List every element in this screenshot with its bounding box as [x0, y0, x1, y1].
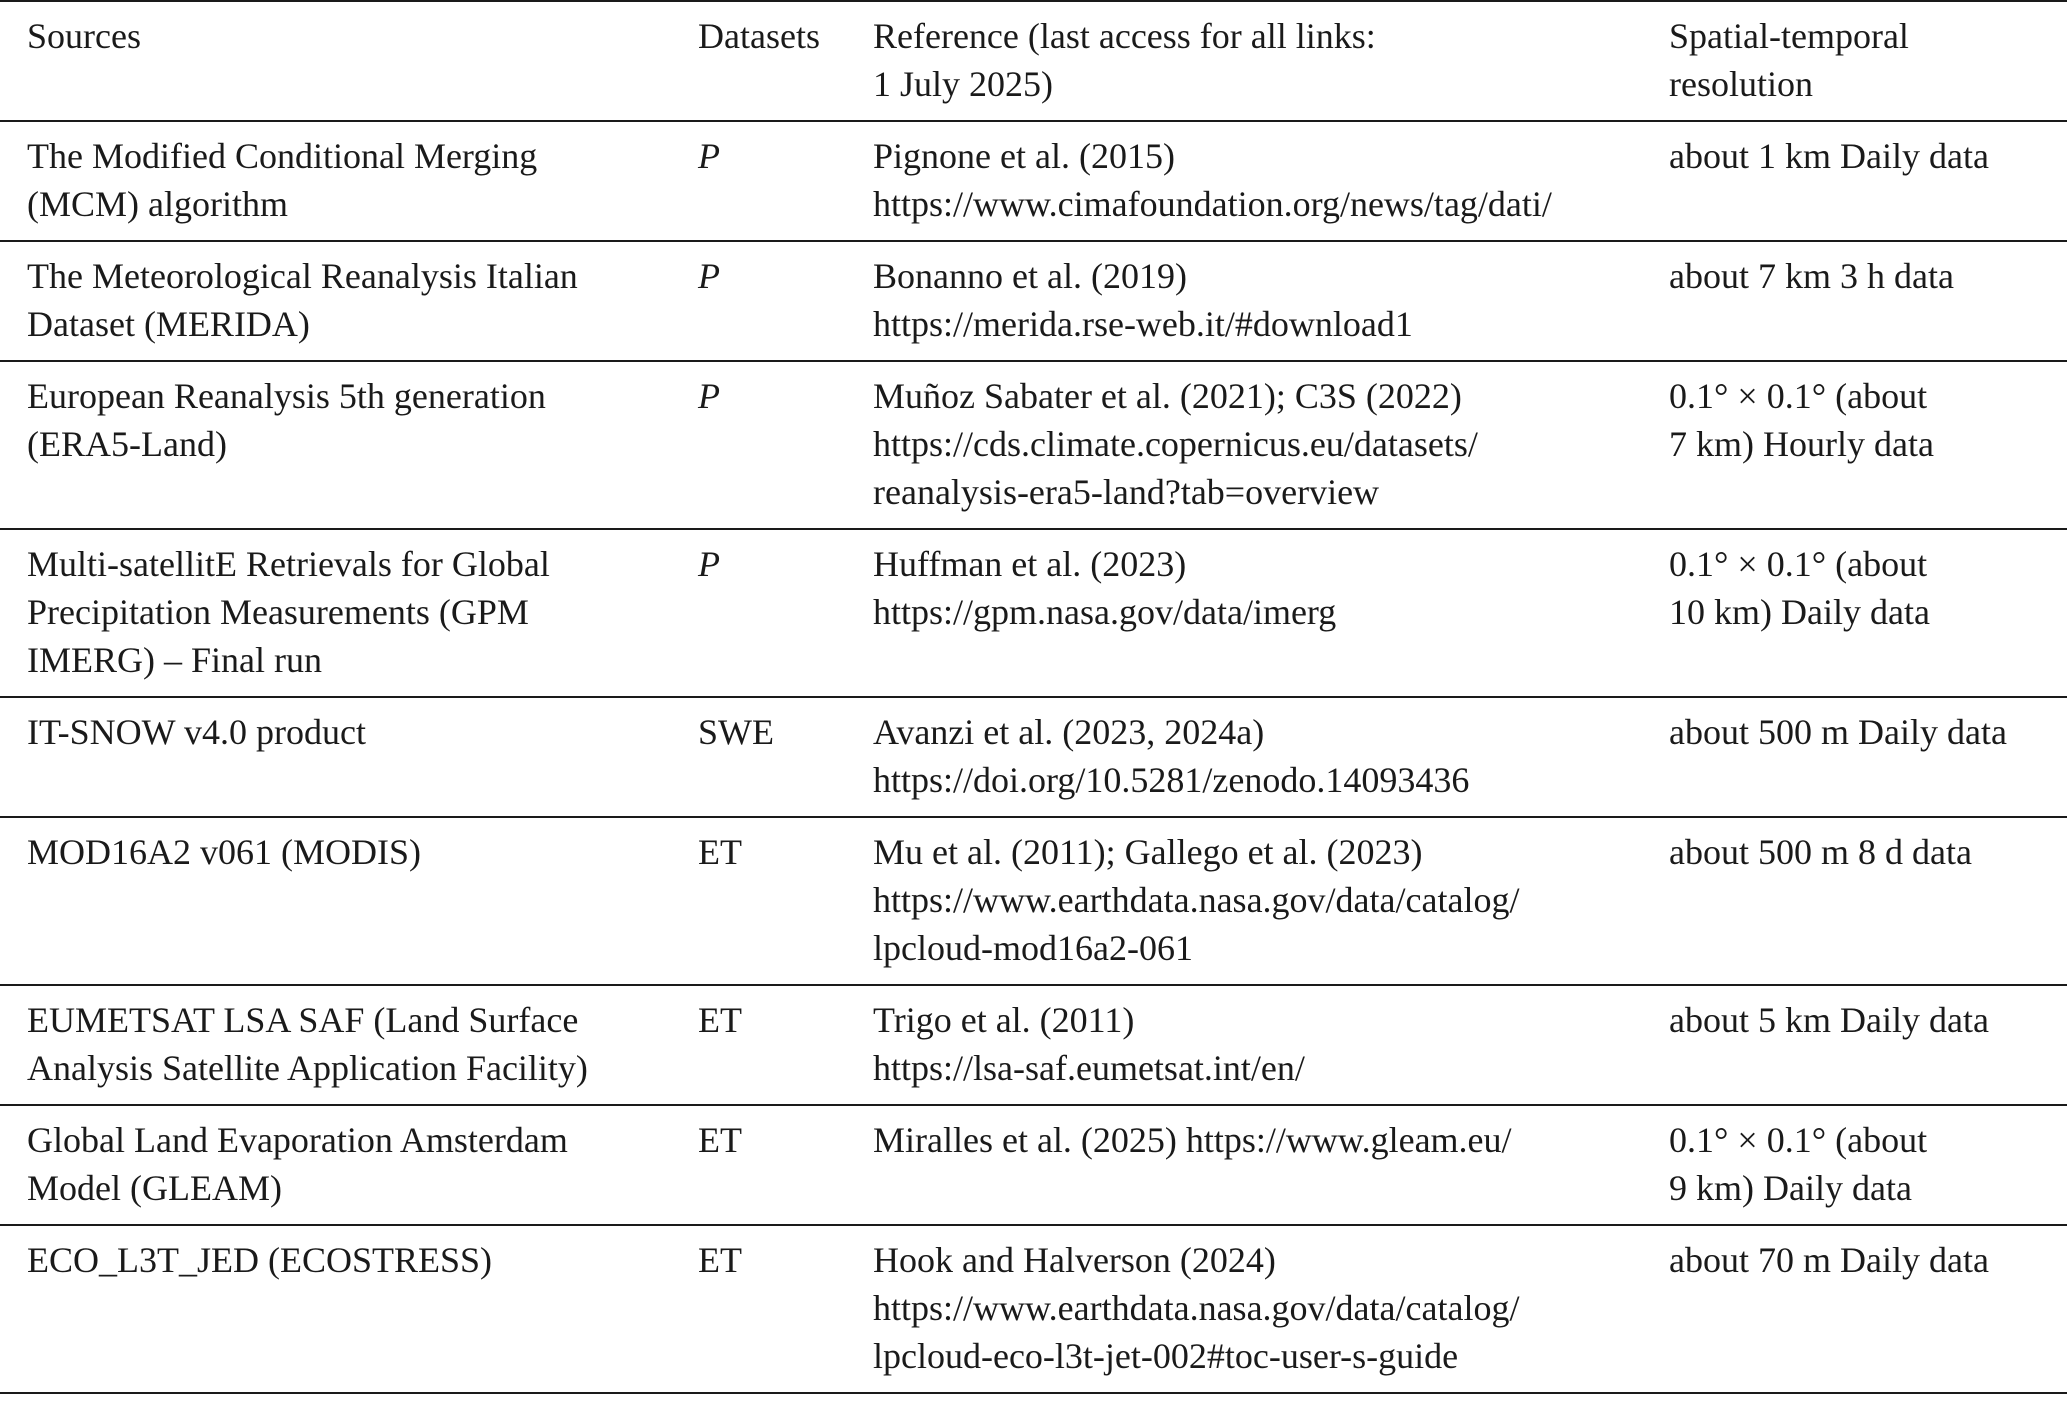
header-resolution: Spatial-temporal resolution — [1669, 16, 1909, 104]
cell-source: European Reanalysis 5th generation (ERA5-Land) — [27, 376, 546, 464]
cell-dataset: P — [698, 136, 720, 176]
cell-dataset: P — [698, 544, 720, 584]
cell-resolution: about 500 m 8 d data — [1669, 832, 1972, 872]
cell-resolution: about 1 km Daily data — [1669, 136, 1989, 176]
table-row — [0, 1105, 2067, 1225]
cell-reference: Bonanno et al. (2019) https://merida.rse-web.it/#download1 — [873, 256, 1413, 344]
table-row — [0, 817, 2067, 985]
cell-reference: Muñoz Sabater et al. (2021); C3S (2022) https://cds.climate.copernicus.eu/datasets/ reanalysis-era5-land?tab=overview — [873, 376, 1478, 512]
cell-resolution: about 70 m Daily data — [1669, 1240, 1989, 1280]
cell-reference: Huffman et al. (2023) https://gpm.nasa.gov/data/imerg — [873, 544, 1337, 632]
cell-resolution: 0.1° × 0.1° (about 10 km) Daily data — [1669, 544, 1930, 632]
table-row — [0, 121, 2067, 241]
cell-resolution: about 500 m Daily data — [1669, 712, 2007, 752]
header-sources: Sources — [27, 16, 141, 56]
cell-source: The Modified Conditional Merging (MCM) algorithm — [27, 136, 538, 224]
cell-dataset: ET — [698, 1120, 742, 1160]
table-row — [0, 361, 2067, 529]
cell-source: Global Land Evaporation Amsterdam Model (GLEAM) — [27, 1120, 568, 1208]
cell-resolution: about 5 km Daily data — [1669, 1000, 1989, 1040]
table-row — [0, 985, 2067, 1105]
cell-source: Multi-satellitE Retrievals for Global Precipitation Measurements (GPM IMERG) – Final run — [27, 544, 550, 680]
table-body — [0, 121, 2067, 1393]
cell-source: MOD16A2 v061 (MODIS) — [27, 832, 421, 872]
cell-dataset: ET — [698, 1240, 742, 1280]
cell-reference: Avanzi et al. (2023, 2024a) https://doi.org/10.5281/zenodo.14093436 — [873, 712, 1470, 800]
cell-source: ECO_L3T_JED (ECOSTRESS) — [27, 1240, 493, 1280]
header-reference: Reference (last access for all links: 1 July 2025) — [873, 16, 1376, 104]
cell-resolution: 0.1° × 0.1° (about 7 km) Hourly data — [1669, 376, 1934, 464]
table-header — [0, 1, 2067, 121]
cell-reference: Trigo et al. (2011) https://lsa-saf.eumetsat.int/en/ — [873, 1000, 1305, 1088]
cell-reference: Pignone et al. (2015) https://www.cimafoundation.org/news/tag/dati/ — [873, 136, 1552, 224]
cell-reference: Mu et al. (2011); Gallego et al. (2023) https://www.earthdata.nasa.gov/data/catalog/ lpcloud-mod16a2-061 — [873, 832, 1520, 968]
cell-resolution: 0.1° × 0.1° (about 9 km) Daily data — [1669, 1120, 1928, 1208]
header-row — [0, 1, 2067, 121]
table-row — [0, 529, 2067, 697]
cell-source: The Meteorological Reanalysis Italian Dataset (MERIDA) — [27, 256, 578, 344]
table-row — [0, 1225, 2067, 1393]
cell-reference: Hook and Halverson (2024) https://www.earthdata.nasa.gov/data/catalog/ lpcloud-eco-l3t-jet-002#toc-user-s-guide — [873, 1240, 1520, 1376]
cell-dataset: ET — [698, 832, 742, 872]
table-row — [0, 241, 2067, 361]
cell-dataset: P — [698, 376, 720, 416]
table-row — [0, 697, 2067, 817]
cell-source: IT-SNOW v4.0 product — [27, 712, 366, 752]
cell-dataset: P — [698, 256, 720, 296]
cell-resolution: about 7 km 3 h data — [1669, 256, 1954, 296]
cell-source: EUMETSAT LSA SAF (Land Surface Analysis Satellite Application Facility) — [27, 1000, 588, 1088]
header-datasets: Datasets — [698, 16, 820, 56]
cell-reference: Miralles et al. (2025) https://www.gleam.eu/ — [873, 1120, 1512, 1160]
cell-dataset: ET — [698, 1000, 742, 1040]
cell-dataset: SWE — [698, 712, 774, 752]
